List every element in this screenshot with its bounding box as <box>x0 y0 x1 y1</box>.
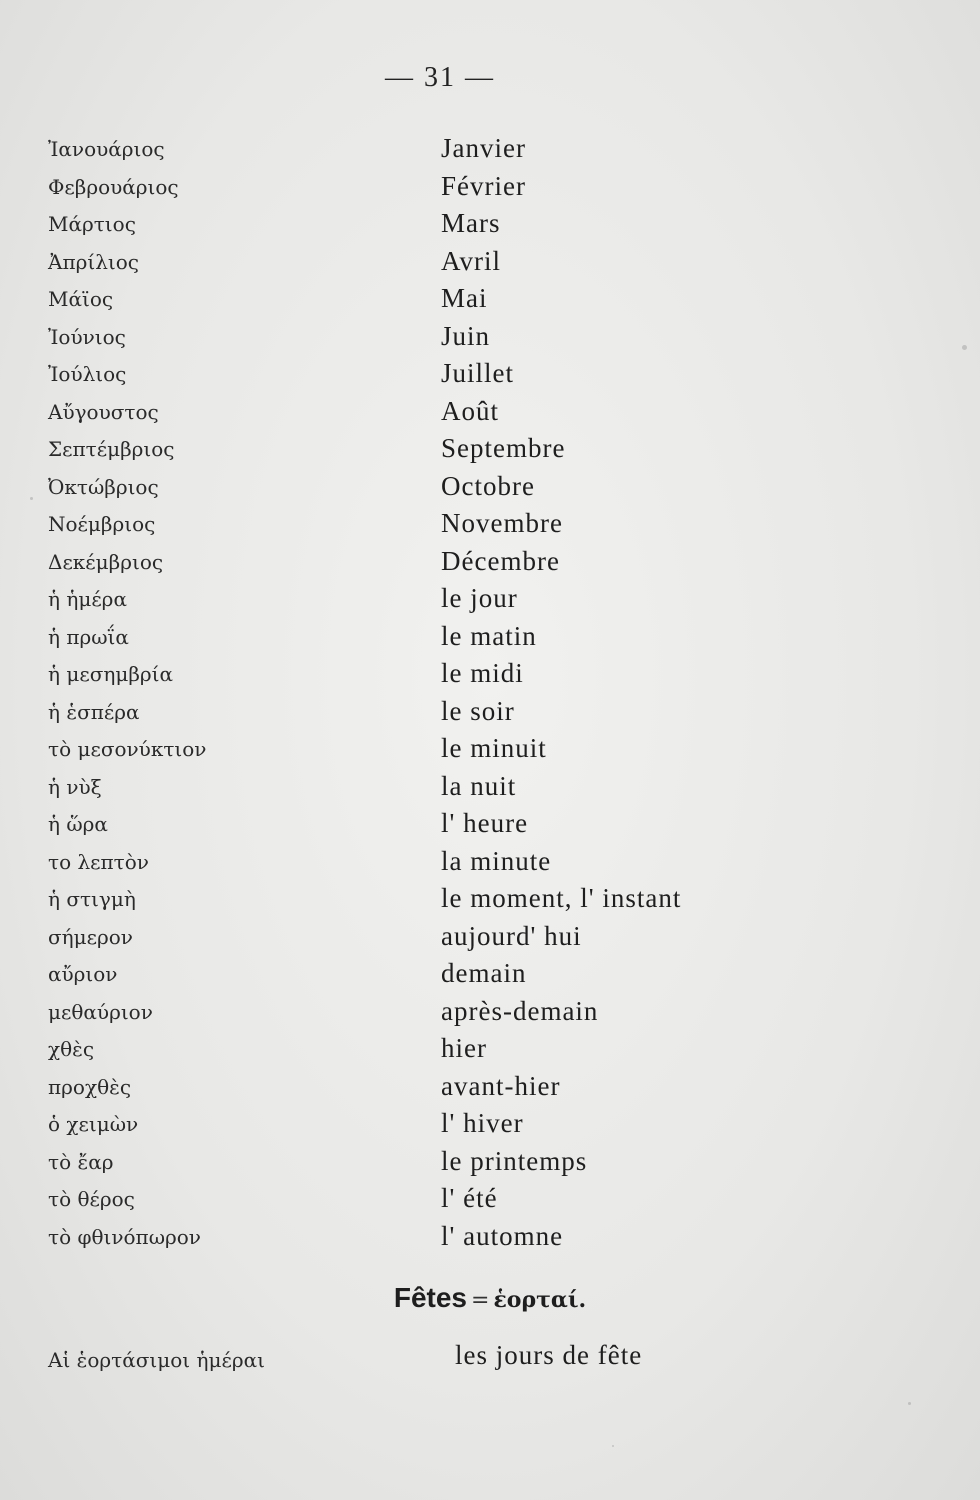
greek-term: Ἰανουάριος <box>48 137 165 161</box>
greek-term: ἡ νὺξ <box>48 774 102 799</box>
vocabulary-row <box>48 883 948 921</box>
french-translation: Novembre <box>441 508 563 538</box>
vocabulary-row <box>48 696 948 734</box>
french-translation: le soir <box>441 695 515 726</box>
greek-term: Σεπτέμβριος <box>48 437 175 461</box>
greek-term: τὸ ἔαρ <box>48 1149 114 1174</box>
french-translation: le jour <box>441 583 518 613</box>
paper-speck <box>962 345 967 350</box>
french-translation: l' automne <box>441 1220 564 1251</box>
french-translation: les jours de fête <box>455 1340 643 1370</box>
french-translation: aujourd' hui <box>441 920 582 951</box>
vocabulary-row <box>48 546 948 584</box>
french-translation: la minute <box>441 845 552 876</box>
greek-term: Αἱ ἑορτάσιμοι ἡμέραι <box>48 1348 265 1372</box>
vocabulary-row <box>48 133 948 171</box>
vocabulary-row <box>48 283 948 321</box>
greek-term: Νοέμβριος <box>48 512 156 536</box>
french-translation: l' hiver <box>441 1108 524 1138</box>
greek-term: Φεβρουάριος <box>48 174 179 199</box>
greek-term: ἡ ἑσπέρα <box>48 699 140 724</box>
greek-term: Ἰούλιος <box>48 362 127 386</box>
vocabulary-row <box>48 921 948 959</box>
greek-term: ἡ ὥρα <box>48 812 108 836</box>
vocabulary-row <box>48 396 948 434</box>
french-translation: Décembre <box>441 545 560 576</box>
greek-term: Ὀκτώβριος <box>48 474 159 499</box>
french-translation: la nuit <box>441 770 517 801</box>
french-translation: avant-hier <box>441 1070 561 1101</box>
vocabulary-row <box>48 621 948 659</box>
vocabulary-row <box>48 958 948 996</box>
vocabulary-row <box>48 658 948 696</box>
greek-term: Ἀπρίλιος <box>48 249 139 274</box>
french-translation: Mai <box>441 283 488 313</box>
vocabulary-row <box>48 733 948 771</box>
french-translation: le moment, l' instant <box>441 883 682 913</box>
vocabulary-list <box>48 133 948 1258</box>
vocabulary-row <box>48 996 948 1034</box>
greek-term: τὸ φθινόπωρον <box>48 1224 201 1249</box>
greek-term: Μάϊος <box>48 287 114 311</box>
paper-speck <box>30 497 33 500</box>
vocabulary-row <box>48 433 948 471</box>
vocabulary-row <box>48 1221 948 1259</box>
vocabulary-row <box>48 508 948 546</box>
french-translation: le minuit <box>441 733 547 763</box>
french-translation: Janvier <box>441 133 526 163</box>
greek-term: Ἰούνιος <box>48 324 126 349</box>
vocabulary-row <box>48 846 948 884</box>
vocabulary-row <box>48 208 948 246</box>
greek-term: μεθαύριον <box>48 999 153 1024</box>
greek-term: χθὲς <box>48 1037 95 1061</box>
greek-term: αὔριον <box>48 962 118 986</box>
vocabulary-row <box>48 1033 948 1071</box>
vocabulary-row <box>48 1146 948 1184</box>
vocabulary-row <box>48 771 948 809</box>
french-translation: Avril <box>441 245 501 276</box>
greek-term: Μάρτιος <box>48 212 136 236</box>
french-translation: hier <box>441 1033 487 1063</box>
french-translation: après-demain <box>441 995 599 1026</box>
paper-speck <box>908 1402 911 1405</box>
french-translation: Mars <box>441 208 501 238</box>
vocabulary-row <box>48 358 948 396</box>
greek-term: τὸ θέρος <box>48 1187 135 1211</box>
french-translation: l' heure <box>441 808 529 838</box>
french-translation: Octobre <box>441 470 535 501</box>
greek-term: ἡ στιγμὴ <box>48 887 136 911</box>
greek-term: ἡ ἡμέρα <box>48 587 127 611</box>
french-translation: Juin <box>441 320 491 351</box>
vocabulary-row <box>48 583 948 621</box>
paper-speck <box>612 1445 614 1447</box>
vocabulary-row <box>48 171 948 209</box>
french-translation: Juillet <box>441 358 514 388</box>
french-translation: Août <box>441 395 499 426</box>
french-translation: Février <box>441 170 526 201</box>
vocabulary-row <box>48 1108 948 1146</box>
section-title-french: Fêtes <box>393 1282 467 1313</box>
greek-term: προχθὲς <box>48 1074 132 1099</box>
section-separator: = <box>471 1288 490 1313</box>
vocabulary-row <box>48 1340 948 1380</box>
greek-term: σήμερον <box>48 924 133 949</box>
french-translation: le printemps <box>441 1145 588 1176</box>
vocabulary-row <box>48 808 948 846</box>
vocabulary-row <box>48 246 948 284</box>
greek-term: Αὔγουστος <box>48 399 159 424</box>
page-number: — 31 — <box>385 62 495 93</box>
vocabulary-row <box>48 1071 948 1109</box>
french-translation: Septembre <box>441 433 566 463</box>
french-translation: l' été <box>441 1183 498 1213</box>
section-title-greek: ἑορταί. <box>493 1287 587 1313</box>
section-heading <box>0 1282 980 1314</box>
french-translation: le midi <box>441 658 524 688</box>
french-translation: demain <box>441 958 527 988</box>
greek-term: ἡ μεσημβρία <box>48 662 173 686</box>
vocabulary-row <box>48 1183 948 1221</box>
greek-term: ἡ πρωΐα <box>48 624 129 649</box>
french-translation: le matin <box>441 620 537 651</box>
greek-term: το λεπτὸν <box>48 849 149 874</box>
greek-term: τὸ μεσονύκτιον <box>48 737 207 761</box>
greek-term: ὁ χειμὼν <box>48 1112 139 1136</box>
vocabulary-row <box>48 471 948 509</box>
vocabulary-row <box>48 321 948 359</box>
greek-term: Δεκέμβριος <box>48 549 164 574</box>
